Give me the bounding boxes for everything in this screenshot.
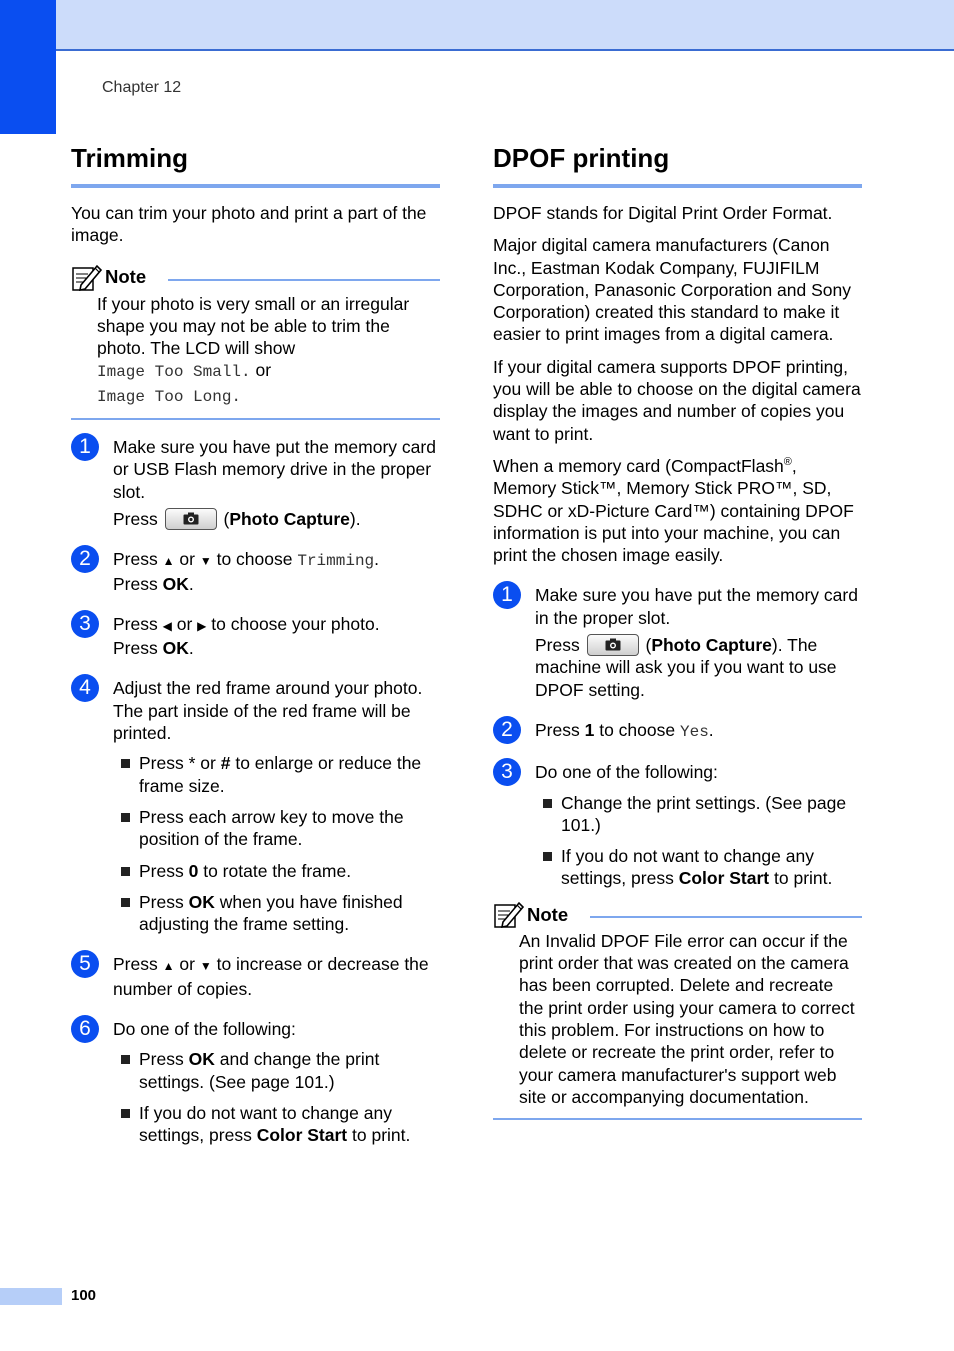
step-text: Make sure you have put the memory card or USB Flash memory drive in the proper slot.: [113, 437, 436, 502]
section-title-trimming: Trimming: [71, 142, 440, 188]
list-item: Press 0 to rotate the frame.: [113, 860, 440, 882]
trimming-section: [71, 142, 440, 1156]
step-number: 5: [71, 950, 99, 978]
down-arrow-icon: ▼: [199, 554, 212, 569]
dpof-step-1: [493, 584, 862, 700]
note-label: Note: [105, 266, 147, 288]
step-number: 3: [71, 610, 99, 638]
menu-option-trimming: Trimming: [297, 552, 375, 571]
step-1: [71, 436, 440, 530]
step-6-bullets: [113, 1048, 440, 1146]
step-text: Press 1 to choose Yes.: [535, 719, 714, 741]
dpof-step-3: [493, 761, 862, 889]
list-item: Press OK and change the print settings. (See page 101.): [113, 1048, 440, 1093]
note-rule: [168, 279, 440, 281]
step-text: Adjust the red frame around your photo. The part inside of the red frame will be printed.: [113, 678, 423, 744]
star-key-icon: *: [188, 753, 196, 774]
chapter-label: Chapter 12: [102, 79, 182, 96]
step-text: Press ▲ or ▼ to choose Trimming. Press OK.: [113, 549, 380, 594]
note-text: If your photo is very small or an irregular shape you may not be able to trim the photo. The LCD will show: [97, 293, 410, 359]
step-5: [71, 953, 440, 1000]
step-text: Press ▲ or ▼ to increase or decrease the number of copies.: [113, 954, 429, 999]
step-number: 4: [71, 674, 99, 702]
step-text: Do one of the following:: [113, 1019, 296, 1040]
header-bar: [0, 0, 954, 51]
lcd-message-long: Image Too Long.: [97, 387, 242, 406]
step-2: [71, 548, 440, 595]
down-arrow-icon: ▼: [199, 959, 212, 974]
note-header: [493, 900, 862, 930]
note-header: [71, 263, 440, 293]
list-item: Press * or # to enlarge or reduce the frame size.: [113, 752, 440, 797]
dpof-section: [493, 142, 862, 1120]
step-number: 2: [493, 716, 521, 744]
up-arrow-icon: ▲: [162, 554, 175, 569]
step-4: [71, 677, 440, 935]
step-text: Press ◀ or ▶ to choose your photo. Press OK.: [113, 613, 380, 659]
dpof-paragraph: Major digital camera manufacturers (Canon Inc., Eastman Kodak Company, FUJIFILM Corporation, Panasonic Corporation and Sony Corporation) created this standard to make it easier to print images from a digital camera.: [493, 235, 851, 345]
note-pencil-icon: [493, 900, 525, 930]
page-number: 100: [71, 1287, 97, 1304]
step-press-line: Press (Photo Capture).: [113, 508, 361, 529]
step-number: 3: [493, 758, 521, 786]
dpof-step-3-bullets: [535, 792, 862, 890]
footer-tab: [0, 1288, 62, 1305]
up-arrow-icon: ▲: [162, 959, 175, 974]
photo-capture-label: Photo Capture: [651, 635, 772, 656]
step-number: 1: [493, 581, 521, 609]
step-press-line: Press (Photo Capture). The machine will ask you if you want to use DPOF setting.: [535, 635, 837, 700]
list-item: If you do not want to change any settings, press Color Start to print.: [535, 845, 862, 890]
step-6: [71, 1018, 440, 1146]
menu-option-yes: Yes: [679, 722, 709, 741]
note-box: [71, 263, 440, 420]
ok-key: OK: [162, 638, 189, 659]
step-3: [71, 613, 440, 660]
step-text: Do one of the following:: [535, 762, 718, 783]
chapter-tab: [0, 0, 56, 134]
left-arrow-icon: ◀: [162, 618, 172, 633]
camera-icon: [605, 638, 621, 651]
trimming-intro: You can trim your photo and print a part of the image.: [71, 203, 427, 246]
step-text: Make sure you have put the memory card in the proper slot.: [535, 585, 858, 628]
note-label: Note: [527, 903, 569, 925]
list-item: Press each arrow key to move the position of the frame.: [113, 806, 440, 851]
lcd-message-small: Image Too Small.: [97, 363, 251, 382]
step-number: 2: [71, 545, 99, 573]
step-number: 6: [71, 1015, 99, 1043]
dpof-step-2: [493, 719, 862, 743]
note-rule: [590, 916, 862, 918]
section-title-dpof: DPOF printing: [493, 142, 862, 188]
photo-capture-button[interactable]: [587, 634, 639, 656]
memory-card-paragraph: When a memory card (CompactFlash®, Memory Stick™, Memory Stick PRO™, SD, SDHC or xD-Picture Card™) containing DPOF information is put into your machine, you can print the chosen image easily.: [493, 455, 854, 566]
photo-capture-button[interactable]: [165, 508, 217, 530]
note-body: [71, 293, 440, 408]
dpof-paragraph: If your digital camera supports DPOF printing, you will be able to choose on the digital camera display the images and number of copies you want to print.: [493, 356, 861, 444]
list-item: Change the print settings. (See page 101.): [535, 792, 862, 837]
list-item: If you do not want to change any settings, press Color Start to print.: [113, 1102, 440, 1147]
step-4-bullets: [113, 752, 440, 935]
step-number: 1: [71, 433, 99, 461]
right-arrow-icon: ▶: [197, 618, 207, 633]
note-box: [493, 900, 862, 1120]
note-pencil-icon: [71, 263, 103, 293]
ok-key: OK: [162, 573, 189, 594]
dpof-paragraph: DPOF stands for Digital Print Order Format.: [493, 203, 833, 223]
hash-key-icon: #: [220, 753, 231, 774]
photo-capture-label: Photo Capture: [229, 508, 350, 529]
note-or: or: [250, 360, 272, 381]
camera-icon: [183, 512, 199, 525]
note-body: An Invalid DPOF File error can occur if the print order that was created on the camera has been corrupted. Delete and recreate the print order using your camera to correct this problem. For instructions on how to delete or recreate the print order, refer to your camera manufacturer's support web site or accompanying documentation.: [519, 930, 855, 1107]
list-item: Press OK when you have finished adjusting the frame setting.: [113, 891, 440, 936]
